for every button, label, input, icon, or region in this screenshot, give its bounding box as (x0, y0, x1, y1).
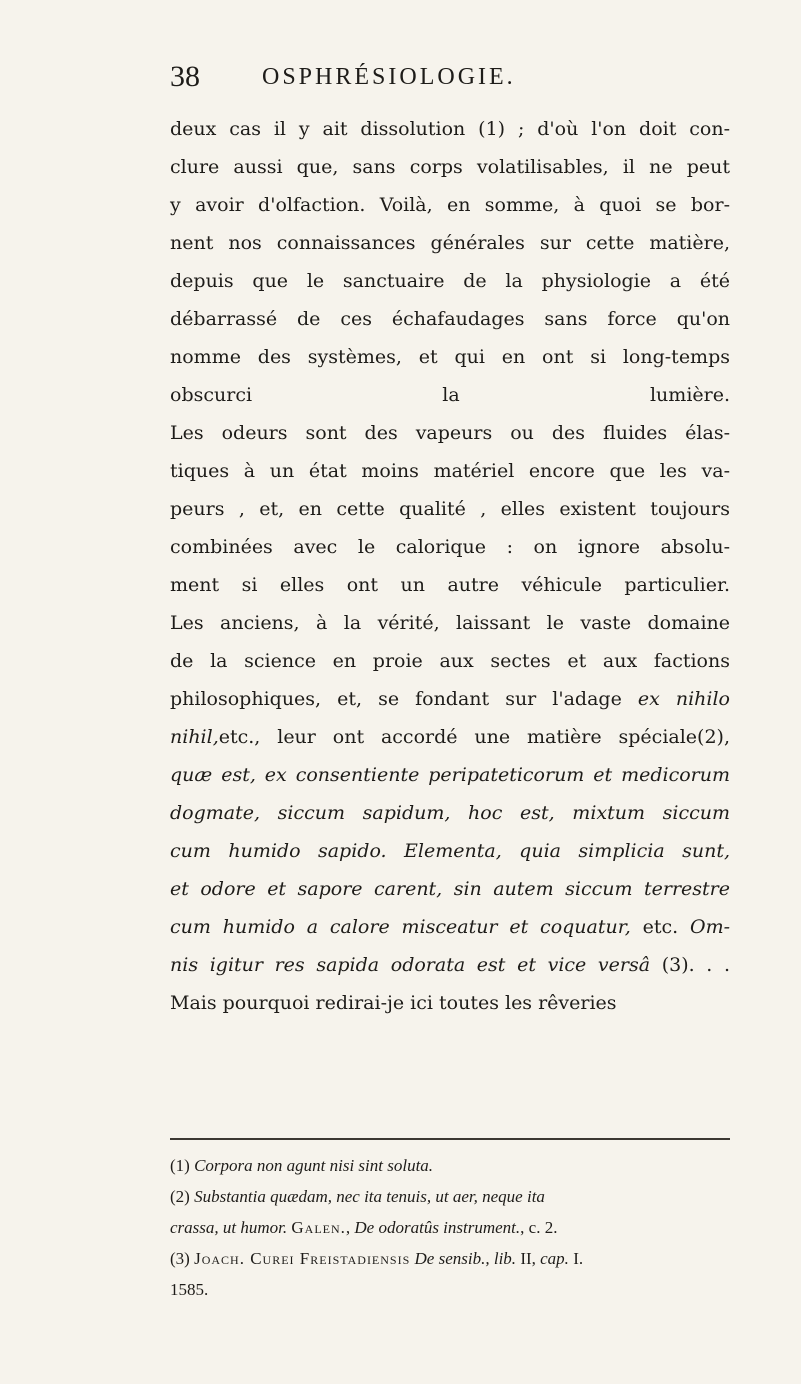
text-line (170, 414, 730, 452)
text-segment: , (345, 1218, 355, 1237)
text-line (170, 718, 730, 756)
text-line (170, 832, 730, 870)
page-header (170, 60, 730, 96)
italic-text: nihil, (170, 726, 219, 748)
italic-text: Substantia quædam, nec ita tenuis, ut aer, neque ita (194, 1187, 545, 1206)
footnote-line (170, 1274, 730, 1305)
text-line (170, 262, 730, 300)
text-line (170, 756, 730, 794)
italic-text: De odoratûs instrument. (354, 1218, 521, 1237)
text-segment: Les odeurs sont des vapeurs ou des fluides élas- (170, 422, 730, 444)
text-line (170, 528, 730, 566)
running-title: OSPHRÉSIOLOGIE. (262, 64, 516, 90)
body-text (170, 110, 730, 1022)
text-line (170, 566, 730, 604)
text-segment: peurs , et, en cette qualité , elles existent toujours (170, 498, 730, 520)
text-line (170, 984, 730, 1022)
text-line (170, 642, 730, 680)
italic-text: et odore et sapore carent, sin autem siccum terrestre (170, 878, 730, 900)
text-segment: clure aussi que, sans corps volatilisables, il ne peut (170, 156, 730, 178)
text-segment: y avoir d'olfaction. Voilà, en somme, à quoi se bor- (170, 194, 730, 216)
text-segment: nomme des systèmes, et qui en ont si long-temps (170, 346, 730, 368)
text-segment: ment si elles ont un autre véhicule particulier. (170, 574, 730, 596)
text-line (170, 224, 730, 262)
text-segment: obscurci la lumière. (170, 384, 730, 406)
small-caps-text: Joach. Curei Freistadiensis (194, 1249, 411, 1268)
text-segment: etc. (630, 916, 690, 938)
text-segment: (3). . . (650, 954, 730, 976)
text-line (170, 148, 730, 186)
text-segment: débarrassé de ces échafaudages sans force qu'on (170, 308, 730, 330)
text-segment: tiques à un état moins matériel encore que les va- (170, 460, 730, 482)
text-segment: combinées avec le calorique : on ignore absolu- (170, 536, 730, 558)
text-segment: (1) (170, 1156, 195, 1175)
footnote-line (170, 1243, 730, 1274)
italic-text: dogmate, siccum sapidum, hoc est, mixtum siccum (170, 802, 730, 824)
text-line (170, 680, 730, 718)
italic-text: nis igitur res sapida odorata est et vice versâ (170, 954, 651, 976)
text-line (170, 946, 730, 984)
text-segment: 1585. (170, 1280, 209, 1299)
text-line (170, 604, 730, 642)
footnote-line (170, 1181, 730, 1212)
text-line (170, 908, 730, 946)
italic-text: Om- (690, 916, 731, 938)
page-number: 38 (170, 60, 200, 93)
text-segment: II, (516, 1249, 541, 1268)
text-segment: (2) (170, 1187, 195, 1206)
italic-text: cum humido sapido. Elementa, quia simplicia sunt, (170, 840, 730, 862)
italic-text: cum humido a calore misceatur et coquatur, (170, 916, 631, 938)
text-line (170, 186, 730, 224)
text-line (170, 300, 730, 338)
text-segment: de la science en proie aux sectes et aux factions (170, 650, 730, 672)
text-segment: etc., leur ont accordé une matière spéciale(2), (218, 726, 730, 748)
text-segment: Mais pourquoi redirai-je ici toutes les rêveries (170, 992, 617, 1014)
text-line (170, 338, 730, 376)
italic-text: De sensib., lib. (414, 1249, 517, 1268)
text-segment: depuis que le sanctuaire de la physiologie a été (170, 270, 730, 292)
footnote-line (170, 1212, 730, 1243)
text-line (170, 110, 730, 148)
text-line (170, 376, 730, 414)
italic-text: ex nihilo (637, 688, 730, 710)
footnotes (170, 1150, 730, 1305)
text-line (170, 870, 730, 908)
italic-text: quæ est, ex consentiente peripateticorum et medicorum (170, 764, 730, 786)
text-segment: nent nos connaissances générales sur cette matière, (170, 232, 730, 254)
text-segment: I. (568, 1249, 584, 1268)
text-segment: Les anciens, à la vérité, laissant le vaste domaine (170, 612, 730, 634)
italic-text: crassa, ut humor. (170, 1218, 288, 1237)
italic-text: Corpora non agunt nisi sint soluta. (194, 1156, 434, 1175)
text-line (170, 452, 730, 490)
footnote-rule (170, 1138, 730, 1140)
text-line (170, 490, 730, 528)
text-segment: philosophiques, et, se fondant sur l'adage (170, 688, 638, 710)
text-segment: (3) (170, 1249, 195, 1268)
text-segment: deux cas il y ait dissolution (1) ; d'où l'on doit con- (170, 118, 730, 140)
text-line (170, 794, 730, 832)
footnote-line (170, 1150, 730, 1181)
italic-text: cap. (540, 1249, 569, 1268)
text-segment: , c. 2. (520, 1218, 558, 1237)
small-caps-text: Galen. (291, 1218, 346, 1237)
